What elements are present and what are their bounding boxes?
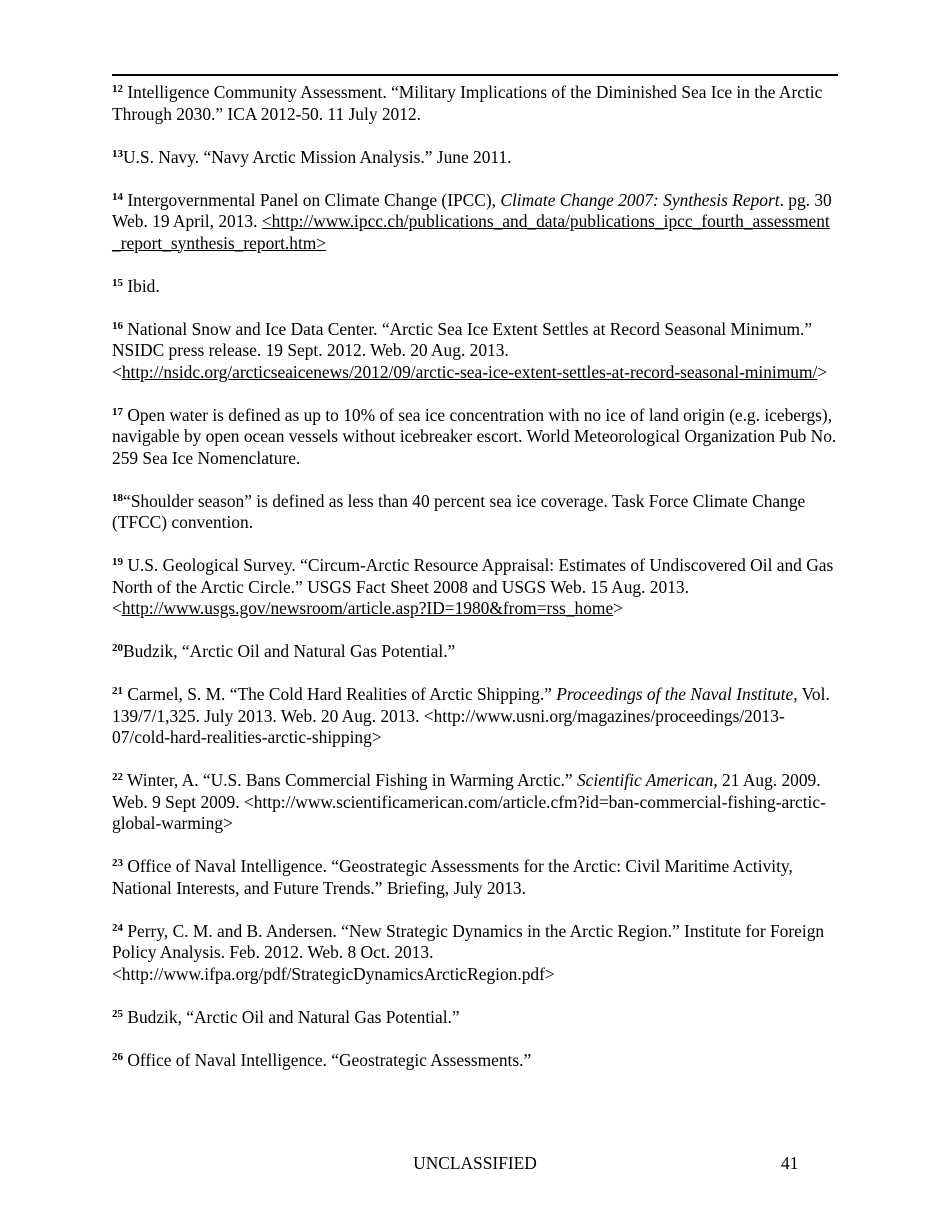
footnote-number: 18 [112,491,123,504]
footnote-text: Budzik, “Arctic Oil and Natural Gas Potential.” [123,641,456,661]
footnote-text: Ibid. [123,275,160,296]
footnote-number: 12 [112,83,123,95]
footnote-13 [112,147,838,169]
footnote-17 [112,405,838,470]
footnote-text: National Snow and Ice Data Center. “Arctic Sea Ice Extent Settles at Record Seasonal Minimum.” NSIDC press release. 19 Sept. 2012. Web. 20 Aug. 2013. < [112,318,813,382]
footnote-14 [112,190,838,255]
footnote-number: 19 [112,556,123,568]
classification-marking: UNCLASSIFIED [413,1153,537,1173]
footnote-text: > [817,361,828,382]
footnote-16 [112,319,838,384]
footnote-25 [112,1007,838,1029]
footnote-26 [112,1050,838,1072]
footnote-text: Carmel, S. M. “The Cold Hard Realities of Arctic Shipping.” [123,684,557,704]
footnote-text: > [613,598,623,618]
footnote-title-italic: Climate Change 2007: Synthesis Report [500,189,780,210]
footnote-text: Office of Naval Intelligence. “Geostrategic Assessments.” [123,1049,532,1070]
footnote-21 [112,684,838,749]
footnote-title-italic: Scientific American [576,770,714,790]
footnote-number: 24 [112,921,123,934]
footnote-text: Intelligence Community Assessment. “Military Implications of the Diminished Sea Ice in the Arctic Through 2030.” ICA 2012-50. 11 July 2012. [112,82,823,124]
footnote-number: 15 [112,276,123,289]
footnote-15 [112,276,838,298]
footnotes-section [112,82,838,1093]
footnote-text: , 21 Aug. 2009. Web. 9 Sept 2009. <http://www.scientificamerican.com/article.cfm?id=ban-commercial-fishing-arctic-global-warming> [112,770,826,833]
footnote-number: 21 [112,685,123,697]
footnote-text: Winter, A. “U.S. Bans Commercial Fishing in Warming Arctic.” [123,770,577,790]
footnote-link[interactable]: <http://www.ipcc.ch/publications_and_data/publications_ipcc_fourth_assessment_report_synthesis_report.htm> [112,211,830,253]
footnote-text: “Shoulder season” is defined as less than 40 percent sea ice coverage. Task Force Climate Change (TFCC) convention. [112,490,806,532]
footnote-text: Budzik, “Arctic Oil and Natural Gas Potential.” [123,1006,460,1027]
footnote-title-italic: Proceedings of the Naval Institute [556,684,794,704]
footnote-number: 14 [112,190,123,203]
footnote-24 [112,921,838,986]
footnote-18 [112,491,838,534]
footnote-text: Office of Naval Intelligence. “Geostrategic Assessments for the Arctic: Civil Maritime Activity, National Interests, and Future Trends.” Briefing, July 2013. [112,856,793,898]
footnote-number: 17 [112,405,123,418]
footnote-number: 22 [112,771,123,783]
footnote-number: 20 [112,642,123,654]
footnote-23 [112,856,838,899]
footnote-text: Intergovernmental Panel on Climate Change (IPCC), [123,189,501,210]
footnote-number: 25 [112,1007,123,1020]
footnote-text: U.S. Navy. “Navy Arctic Mission Analysis.” June 2011. [123,146,512,167]
page-number: 41 [781,1153,799,1173]
footnote-number: 26 [112,1050,123,1063]
footnote-text: Open water is defined as up to 10% of sea ice concentration with no ice of land origin (e.g. icebergs), navigable by open ocean vessels without icebreaker escort. World Meteorological Organization Pub No. 259 Sea Ice Nomenclature. [112,404,837,468]
footnote-text: . pg. 30 Web. 19 April, 2013. [112,189,832,231]
footnote-text: , Vol. 139/7/1,325. July 2013. Web. 20 Aug. 2013. <http://www.usni.org/magazines/proceedings/2013-07/cold-hard-realities-arctic-shipping> [112,684,830,747]
footnote-number: 16 [112,319,123,332]
footnote-link[interactable]: http://www.usgs.gov/newsroom/article.asp?ID=1980&from=rss_home [121,598,614,618]
footnote-12 [112,82,838,125]
footnote-text: U.S. Geological Survey. “Circum-Arctic Resource Appraisal: Estimates of Undiscovered Oil and Gas North of the Arctic Circle.” USGS Fact Sheet 2008 and USGS Web. 15 Aug. 2013. < [112,555,834,618]
footnote-number: 23 [112,857,123,869]
footnote-link[interactable]: http://nsidc.org/arcticseaicenews/2012/09/arctic-sea-ice-extent-settles-at-record-seasonal-minimum/ [121,361,818,382]
footnote-number: 13 [112,147,123,160]
footnote-22 [112,770,838,835]
footnote-20 [112,641,838,663]
footnote-text: Perry, C. M. and B. Andersen. “New Strategic Dynamics in the Arctic Region.” Institute for Foreign Policy Analysis. Feb. 2012. Web. 8 Oct. 2013. <http://www.ifpa.org/pdf/StrategicDynamicsArcticRegion.pdf> [112,920,825,984]
footnote-19 [112,555,838,620]
footnote-separator [112,74,838,76]
